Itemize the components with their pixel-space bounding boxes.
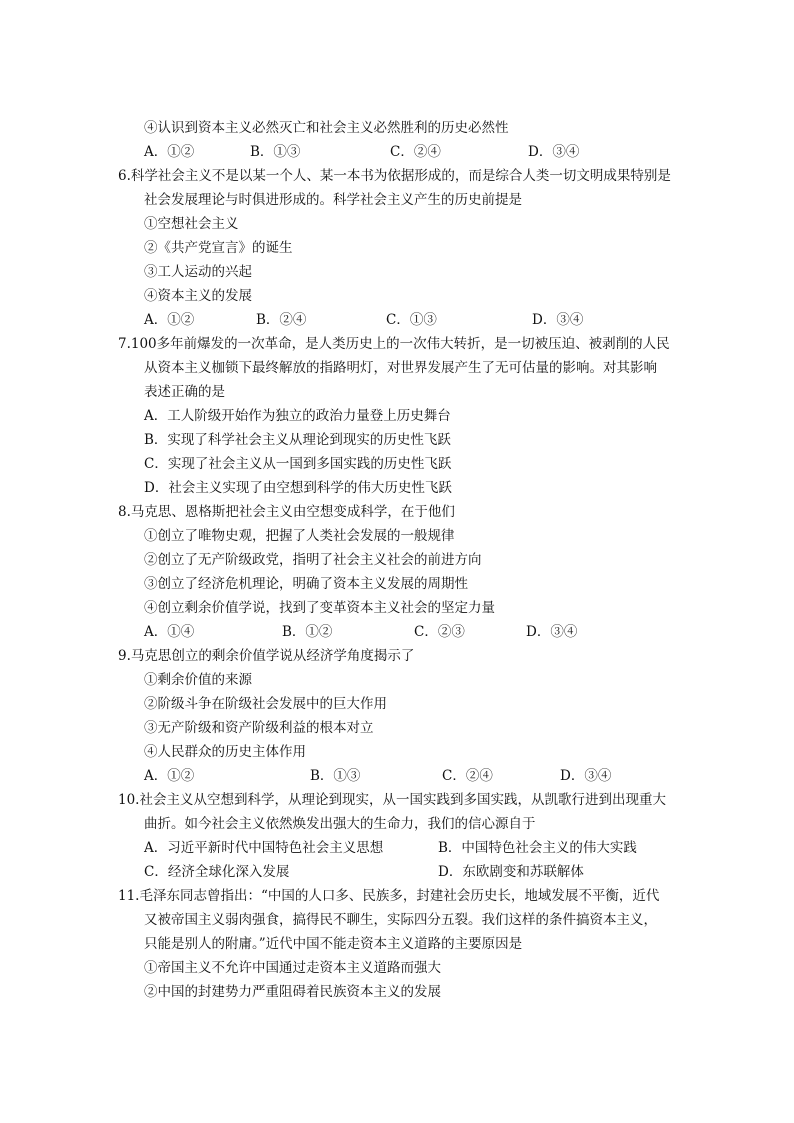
q9-item-2: ②阶级斗争在阶级社会发展中的巨大作用 (144, 696, 387, 712)
q8-option-b: B．①② (282, 624, 333, 640)
q6-item-2: ②《共产党宣言》的诞生 (144, 240, 293, 256)
q9-item-4: ④人民群众的历史主体作用 (144, 744, 306, 760)
q5-option-d: D．③④ (528, 144, 580, 160)
q7-option-a: A．工人阶级开始作为独立的政治力量登上历史舞台 (144, 408, 451, 424)
q7-stem-line-1: 7.100多年前爆发的一次革命，是人类历史上的一次伟大转折，是一切被压迫、被剥削的人民 (118, 336, 670, 352)
q5-item-4: ④认识到资本主义必然灭亡和社会主义必然胜利的历史必然性 (144, 120, 509, 136)
q6-item-4: ④资本主义的发展 (144, 288, 252, 304)
q6-item-1: ①空想社会主义 (144, 216, 239, 232)
q11-item-2: ②中国的封建势力严重阻碍着民族资本主义的发展 (144, 984, 441, 1000)
q6-stem-line-2: 社会发展理论与时俱进形成的。科学社会主义产生的历史前提是 (144, 192, 522, 208)
q5-option-b: B．①③ (250, 144, 301, 160)
q8-option-d: D．③④ (526, 624, 578, 640)
q10-option-d: D．东欧剧变和苏联解体 (438, 864, 584, 880)
q7-option-c: C．实现了社会主义从一国到多国实践的历史性飞跃 (144, 456, 452, 472)
q9-option-d: D．③④ (560, 768, 612, 784)
q7-stem-line-2: 从资本主义枷锁下最终解放的指路明灯，对世界发展产生了无可估量的影响。对其影响 (144, 360, 657, 376)
q11-stem-line-1: 11.毛泽东同志曾指出：“中国的人口多、民族多，封建社会历史长，地域发展不平衡，近代 (118, 888, 660, 904)
q5-option-a: A．①② (144, 144, 195, 160)
q8-item-3: ③创立了经济危机理论，明确了资本主义发展的周期性 (144, 576, 468, 592)
q9-stem-line-1: 9.马克思创立的剩余价值学说从经济学角度揭示了 (118, 648, 415, 664)
q6-option-d: D．③④ (532, 312, 584, 328)
q10-stem-line-1: 10.社会主义从空想到科学，从理论到现实，从一国实践到多国实践，从凯歌行进到出现重大 (118, 792, 666, 808)
q6-item-3: ③工人运动的兴起 (144, 264, 252, 280)
q9-option-c: C．②④ (442, 768, 493, 784)
q6-option-c: C．①③ (386, 312, 437, 328)
q9-option-b: B．①③ (310, 768, 361, 784)
q9-item-3: ③无产阶级和资产阶级利益的根本对立 (144, 720, 374, 736)
q7-option-d: D．社会主义实现了由空想到科学的伟大历史性飞跃 (144, 480, 452, 496)
q6-stem-line-1: 6.科学社会主义不是以某一个人、某一本书为依据形成的，而是综合人类一切文明成果特别是 (118, 168, 671, 184)
q10-stem-line-2: 曲折。如今社会主义依然焕发出强大的生命力，我们的信心源自于 (144, 816, 536, 832)
q8-option-a: A．①④ (144, 624, 195, 640)
q8-item-4: ④创立剩余价值学说，找到了变革资本主义社会的坚定力量 (144, 600, 495, 616)
q8-item-2: ②创立了无产阶级政党，指明了社会主义社会的前进方向 (144, 552, 482, 568)
q11-item-1: ①帝国主义不允许中国通过走资本主义道路而强大 (144, 960, 441, 976)
q8-option-c: C．②③ (414, 624, 465, 640)
q8-stem-line-1: 8.马克思、恩格斯把社会主义由空想变成科学，在于他们 (118, 504, 455, 520)
q11-stem-line-2: 又被帝国主义弱肉强食，搞得民不聊生，实际四分五裂。我们这样的条件搞资本主义， (144, 912, 657, 928)
q10-option-b: B．中国特色社会主义的伟大实践 (438, 840, 637, 856)
q8-item-1: ①创立了唯物史观，把握了人类社会发展的一般规律 (144, 528, 455, 544)
q6-option-a: A．①② (144, 312, 195, 328)
q9-option-a: A．①② (144, 768, 195, 784)
q10-option-a: A．习近平新时代中国特色社会主义思想 (144, 840, 384, 856)
q7-stem-line-3: 表述正确的是 (144, 384, 225, 400)
q5-option-c: C．②④ (390, 144, 441, 160)
q6-option-b: B．②④ (256, 312, 307, 328)
q7-option-b: B．实现了科学社会主义从理论到现实的历史性飞跃 (144, 432, 451, 448)
q11-stem-line-3: 只能是别人的附庸。”近代中国不能走资本主义道路的主要原因是 (144, 936, 523, 952)
q9-item-1: ①剩余价值的来源 (144, 672, 252, 688)
q10-option-c: C．经济全球化深入发展 (144, 864, 290, 880)
